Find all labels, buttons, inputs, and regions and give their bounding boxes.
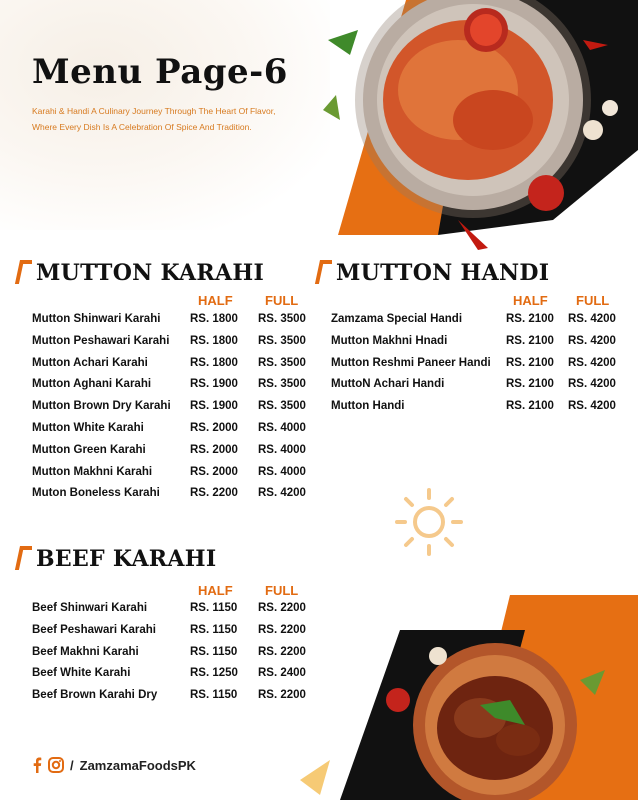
item-half-price: RS. 1900 (190, 378, 238, 391)
menu-item (32, 466, 322, 488)
menu-item (32, 667, 322, 689)
mutton-handi-list (331, 313, 631, 422)
mutton-karahi-half-label: HALF (198, 293, 233, 308)
item-full-price: RS. 4200 (568, 313, 616, 325)
item-full-price: RS. 2200 (258, 645, 306, 658)
item-name: Mutton Makhni Karahi (32, 465, 153, 478)
item-full-price: RS. 3500 (258, 334, 306, 347)
item-full-price: RS. 3500 (258, 313, 306, 325)
item-half-price: RS. 2100 (506, 334, 554, 347)
item-half-price: RS. 1900 (190, 400, 238, 413)
mutton-karahi-heading (20, 260, 264, 286)
item-full-price: RS. 4200 (258, 487, 306, 500)
mutton-karahi-list (32, 313, 322, 509)
item-name: Mutton Shinwari Karahi (32, 313, 161, 325)
item-full-price: RS. 4000 (258, 443, 306, 456)
item-name: Mutton Makhni Hnadi (331, 334, 448, 347)
item-half-price: RS. 1150 (190, 623, 238, 636)
item-name: Beef Brown Karahi Dry (32, 689, 158, 702)
menu-item (32, 313, 322, 335)
sun-icon (393, 486, 465, 558)
item-half-price: RS. 1150 (190, 645, 238, 658)
menu-item (32, 444, 322, 466)
hero-karahi-image (318, 0, 638, 250)
item-name: MuttoN Achari Handi (331, 378, 445, 391)
heading-accent (20, 546, 34, 572)
item-half-price: RS. 2100 (506, 400, 554, 413)
page-title: Menu Page-6 (32, 52, 288, 92)
menu-item (32, 422, 322, 444)
beef-karahi-heading (20, 546, 216, 572)
menu-item (32, 689, 322, 711)
menu-item (32, 357, 322, 379)
item-name: Mutton Peshawari Karahi (32, 334, 170, 347)
item-full-price: RS. 2200 (258, 602, 306, 614)
item-name: Zamzama Special Handi (331, 313, 463, 325)
item-full-price: RS. 4000 (258, 421, 306, 434)
menu-item (32, 378, 322, 400)
social-handle[interactable]: ZamzamaFoodsPK (79, 757, 196, 773)
social-separator: / (70, 757, 74, 773)
item-name: Beef White Karahi (32, 667, 131, 680)
item-name: Muton Boneless Karahi (32, 487, 160, 500)
item-name: Mutton Aghani Karahi (32, 378, 152, 391)
menu-item (331, 400, 631, 422)
item-full-price: RS. 4200 (568, 378, 616, 391)
mutton-handi-title: MUTTON HANDI (336, 260, 550, 286)
menu-item (331, 313, 631, 335)
item-name: Beef Shinwari Karahi (32, 602, 148, 614)
facebook-icon[interactable] (32, 757, 42, 773)
item-full-price: RS. 3500 (258, 400, 306, 413)
beef-karahi-list (32, 602, 322, 711)
menu-item (32, 646, 322, 668)
item-name: Mutton Achari Karahi (32, 356, 148, 369)
item-name: Beef Peshawari Karahi (32, 623, 157, 636)
instagram-icon[interactable] (48, 757, 64, 773)
item-half-price: RS. 2100 (506, 313, 554, 325)
item-full-price: RS. 3500 (258, 356, 306, 369)
social-footer (32, 757, 196, 773)
beef-karahi-full-label: FULL (265, 583, 299, 598)
mutton-handi-heading (320, 260, 549, 286)
item-half-price: RS. 2200 (190, 487, 238, 500)
item-half-price: RS. 1800 (190, 334, 238, 347)
heading-accent (20, 260, 34, 286)
intro-text: Karahi & Handi A Culinary Journey Through The Heart Of Flavor, Where Every Dish Is A Celebration Of Spice And Tradition. (32, 106, 276, 132)
menu-item (32, 602, 322, 624)
item-name: Beef Makhni Karahi (32, 645, 139, 658)
item-full-price: RS. 2200 (258, 623, 306, 636)
mutton-karahi-full-label: FULL (265, 293, 299, 308)
heading-accent (320, 260, 334, 286)
menu-item (331, 357, 631, 379)
item-full-price: RS. 4000 (258, 465, 306, 478)
menu-item (32, 335, 322, 357)
menu-item (32, 624, 322, 646)
item-half-price: RS. 1150 (190, 689, 238, 702)
item-name: Mutton White Karahi (32, 421, 144, 434)
mutton-handi-full-label: FULL (576, 293, 610, 308)
beef-karahi-half-label: HALF (198, 583, 233, 598)
item-full-price: RS. 2200 (258, 689, 306, 702)
menu-item (32, 487, 322, 509)
item-half-price: RS. 2000 (190, 421, 238, 434)
menu-item (331, 335, 631, 357)
mutton-handi-half-label: HALF (513, 293, 548, 308)
mutton-karahi-title: MUTTON KARAHI (36, 260, 265, 286)
item-half-price: RS. 1800 (190, 313, 238, 325)
menu-item (331, 378, 631, 400)
item-name: Mutton Handi (331, 400, 405, 413)
item-full-price: RS. 2400 (258, 667, 306, 680)
menu-item (32, 400, 322, 422)
item-half-price: RS. 1250 (190, 667, 238, 680)
item-half-price: RS. 1800 (190, 356, 238, 369)
item-name: Mutton Reshmi Paneer Handi (331, 356, 491, 369)
item-full-price: RS. 4200 (568, 334, 616, 347)
item-name: Mutton Green Karahi (32, 443, 146, 456)
item-full-price: RS. 3500 (258, 378, 306, 391)
item-full-price: RS. 4200 (568, 356, 616, 369)
item-half-price: RS. 2100 (506, 356, 554, 369)
item-half-price: RS. 2000 (190, 465, 238, 478)
item-half-price: RS. 2000 (190, 443, 238, 456)
beef-handi-image (280, 590, 638, 800)
item-full-price: RS. 4200 (568, 400, 616, 413)
item-half-price: RS. 1150 (190, 602, 238, 614)
item-half-price: RS. 2100 (506, 378, 554, 391)
beef-karahi-title: BEEF KARAHI (36, 546, 217, 572)
item-name: Mutton Brown Dry Karahi (32, 400, 171, 413)
